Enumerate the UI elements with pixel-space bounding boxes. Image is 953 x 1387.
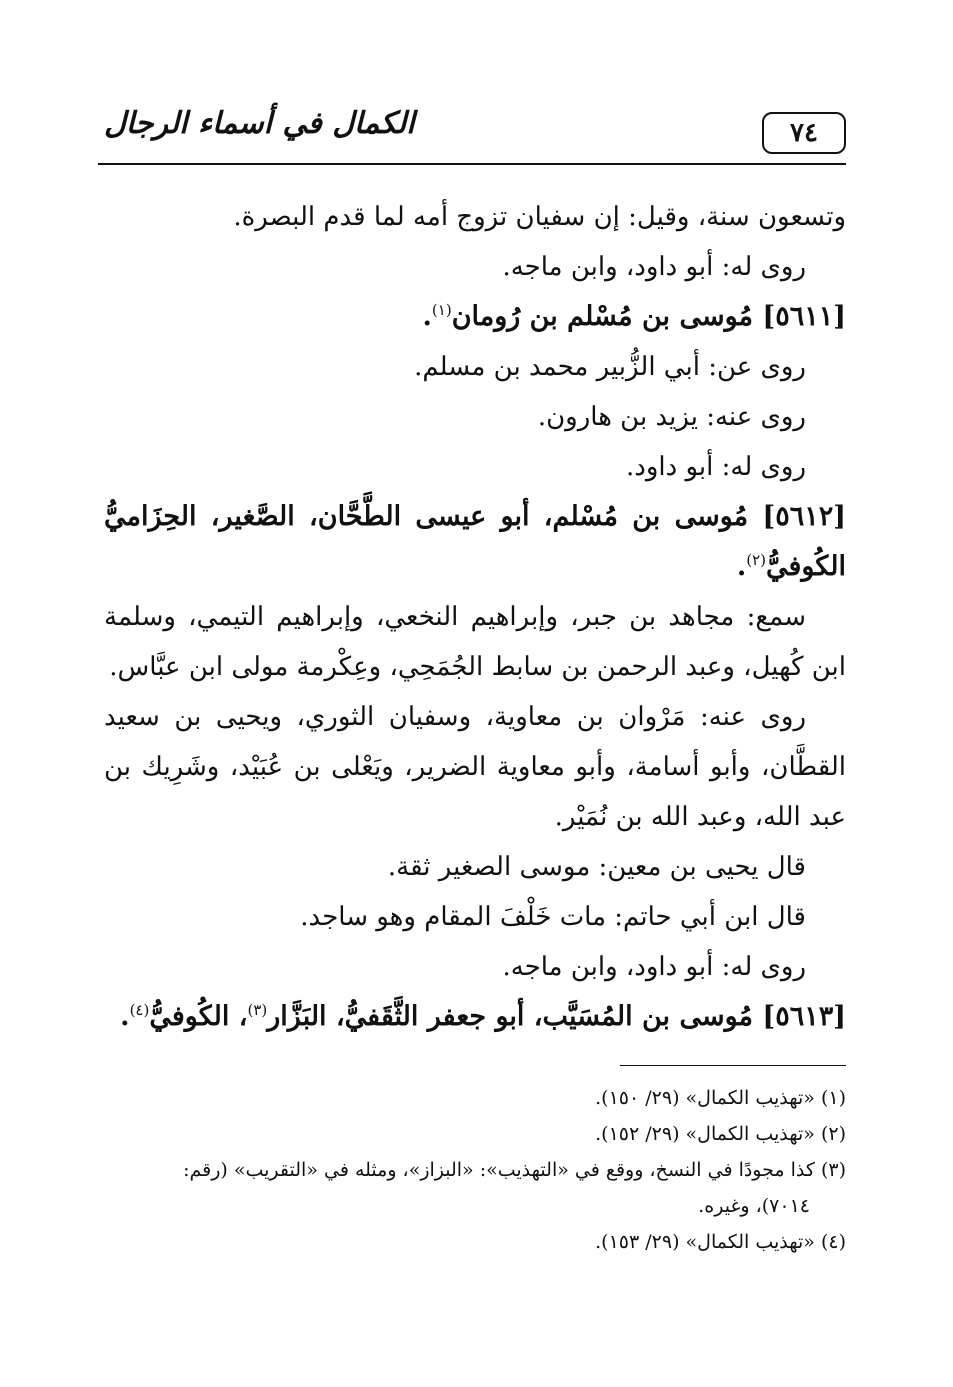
text-line: روى له: أبو داود، وابن ماجه. — [502, 252, 806, 282]
text-line: قال ابن أبي حاتم: مات خَلْفَ المقام وهو ساجد. — [300, 902, 806, 932]
entry-name: مُوسى بن مُسْلم، أبو عيسى الطَّحَّان، الصَّغير، الحِزَاميُّ — [104, 501, 749, 532]
text-line: قال يحيى بن معين: موسى الصغير ثقة. — [387, 852, 806, 882]
entry-name: مُوسى بن المُسَيَّب، أبو جعفر الثَّقَفيُّ، البَزَّار — [267, 1001, 754, 1032]
entry-number: [٥٦١٣] — [762, 1001, 846, 1032]
footnote-ref: (٢) — [746, 551, 766, 569]
text-line: القطَّان، وأبو أسامة، وأبو معاوية الضرير، ويَعْلى بن عُبَيْد، وشَرِيك بن — [104, 752, 846, 782]
text-line: روى عن: أبي الزُّبير محمد بن مسلم. — [414, 352, 806, 382]
footnote-ref: (٣) — [247, 1001, 268, 1019]
footnotes — [104, 1080, 846, 1260]
text-line: سمع: مجاهد بن جبر، وإبراهيم النخعي، وإبراهيم التيمي، وسلمة — [104, 602, 806, 632]
text-line: روى عنه: مَرْوان بن معاوية، وسفيان الثوري، ويحيى بن سعيد — [104, 702, 806, 732]
entry-heading-5612 — [104, 492, 846, 542]
entry-number: [٥٦١١] — [762, 301, 846, 332]
text-line: عبد الله، وعبد الله بن نُمَيْر. — [554, 802, 846, 832]
footnote-ref: (١) — [431, 301, 452, 319]
footnote-3: (٣) كذا مجودًا في النسخ، ووقع في «التهذيب»: «البزاز»، ومثله في «التقريب» (رقم: — [183, 1159, 846, 1181]
footnote-ref: (٤) — [129, 1001, 150, 1019]
text-line: روى له: أبو داود. — [626, 452, 806, 482]
footnote-3-cont: ٧٠١٤)، وغيره. — [698, 1195, 810, 1217]
entry-heading-5611: [٥٦١١] مُوسى بن مُسْلم بن رُومان$^{(١)}$. — [422, 301, 846, 332]
text-line: روى له: أبو داود، وابن ماجه. — [502, 952, 806, 982]
entry-heading-5613: [٥٦١٣] مُوسى بن المُسَيَّب، أبو جعفر الثَّقَفيُّ، البَزَّار$^{(٣)}$، الكُوفيُّ$^{(٤)}$. — [120, 1001, 846, 1032]
main-text — [104, 192, 846, 1042]
book-title: الكمال في أسماء الرجال — [104, 106, 415, 141]
text-line: روى عنه: يزيد بن هارون. — [537, 402, 806, 432]
footnote-4: (٤) «تهذيب الكمال» (٢٩/ ١٥٣). — [595, 1231, 846, 1253]
entry-name: مُوسى بن مُسْلم بن رُومان — [451, 301, 754, 332]
footnote-1: (١) «تهذيب الكمال» (٢٩/ ١٥٠). — [595, 1087, 846, 1109]
page-number: ٧٤ — [762, 112, 846, 154]
entry-number: [٥٦١٢] — [762, 501, 846, 532]
entry-heading-5612-cont: الكُوفيُّ$^{(٢)}$. — [736, 551, 846, 582]
footnote-divider — [620, 1065, 846, 1066]
page-header — [98, 100, 846, 162]
text-line: ابن كُهيل، وعبد الرحمن بن سابط الجُمَحِي، وعِكْرمة مولى ابن عبَّاس. — [109, 652, 846, 682]
entry-name-cont: ، الكُوفيُّ — [149, 1001, 248, 1032]
header-divider — [98, 163, 846, 165]
entry-name-cont: الكُوفيُّ — [766, 551, 846, 582]
text-line: وتسعون سنة، وقيل: إن سفيان تزوج أمه لما قدم البصرة. — [233, 202, 846, 232]
footnote-2: (٢) «تهذيب الكمال» (٢٩/ ١٥٢). — [595, 1123, 846, 1145]
